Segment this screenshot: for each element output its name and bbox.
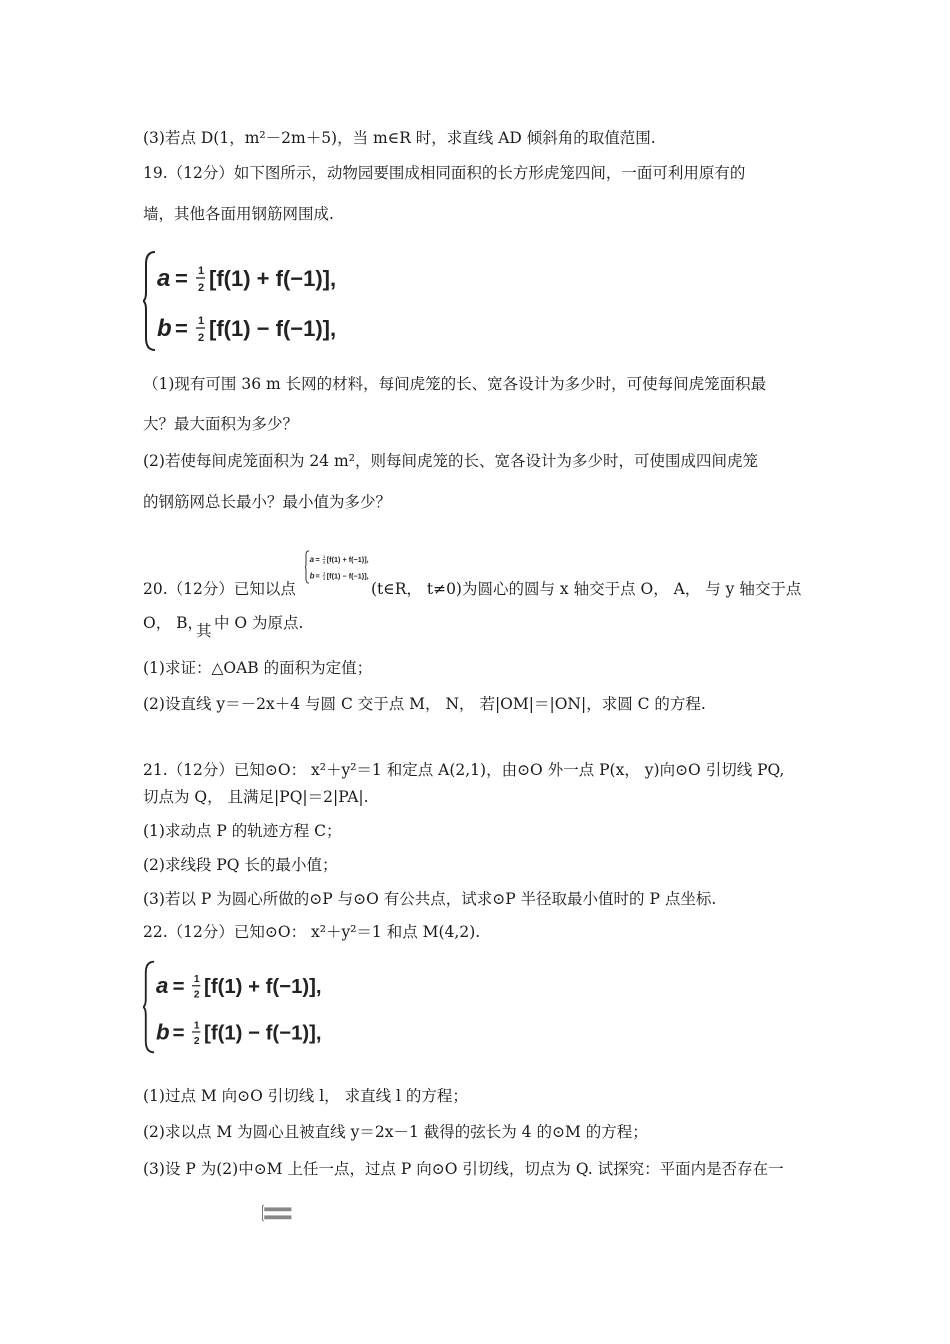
- svg-text:[f(1) − f(−1)],: [f(1) − f(−1)],: [326, 571, 369, 581]
- q20-stem-c-qi: 其: [196, 622, 212, 640]
- svg-text:1: 1: [323, 555, 326, 560]
- q19-part2: (2)若使每间虎笼面积为 24 m²，则每间虎笼的长、宽各设计为多少时，可使围成四间虎笼: [143, 452, 758, 470]
- q22-part1: (1)过点 M 向⊙O 引切线 l， 求直线 l 的方程；: [143, 1087, 468, 1105]
- formula-a-var: a: [157, 265, 171, 292]
- q20-part1: (1)求证：△OAB 的面积为定值；: [143, 659, 373, 677]
- svg-text:b: b: [309, 571, 315, 581]
- svg-text:1: 1: [198, 315, 205, 327]
- q22-part2: (2)求以点 M 为圆心且被直线 y＝2x－1 截得的弦长为 4 的⊙M 的方程；: [143, 1123, 648, 1141]
- formula-image-1: [143, 248, 343, 354]
- svg-text:[f(1) − f(−1)],: [f(1) − f(−1)],: [209, 316, 337, 341]
- q21-part1: (1)求动点 P 的轨迹方程 C；: [143, 822, 342, 840]
- q22-stem: 22.（12分）已知⊙O： x²＋y²＝1 和点 M(4,2).: [143, 923, 481, 941]
- svg-text:a: a: [309, 555, 315, 565]
- q20-stem-c: O， B，: [143, 614, 204, 632]
- svg-text:a: a: [155, 973, 169, 999]
- q18-part3: (3)若点 D(1，m²－2m＋5)，当 m∈R 时，求直线 AD 倾斜角的取值范围.: [143, 129, 656, 147]
- q20-part2: (2)设直线 y＝－2x＋4 与圆 C 交于点 M， N， 若|OM|＝|ON|，求圆 C 的方程.: [143, 695, 706, 713]
- svg-text:=: =: [175, 316, 188, 341]
- svg-text:[f(1) + f(−1)],: [f(1) + f(−1)],: [326, 555, 369, 565]
- formula-image-2: [143, 957, 328, 1057]
- formula-b-var: b: [157, 315, 172, 342]
- svg-text:2: 2: [198, 282, 205, 294]
- svg-text:b: b: [155, 1019, 170, 1045]
- svg-text:1: 1: [193, 974, 200, 986]
- svg-text:=: =: [315, 555, 320, 565]
- svg-text:=: =: [175, 266, 188, 291]
- svg-text:2: 2: [193, 1036, 200, 1047]
- svg-text:[f(1) + f(−1)],: [f(1) + f(−1)],: [209, 266, 337, 291]
- q21-part3: (3)若以 P 为圆心所做的⊙P 与⊙O 有公共点，试求⊙P 半径取最小值时的 P 点坐标.: [143, 890, 717, 908]
- q21-stem-cont: 切点为 Q， 且满足|PQ|＝2|PA|.: [143, 788, 369, 806]
- q21-stem: 21.（12分）已知⊙O： x²＋y²＝1 和定点 A(2,1)，由⊙O 外一点 P(x， y)向⊙O 引切线 PQ,: [143, 761, 785, 779]
- q19-stem-cont: 墙，其他各面用钢筋网围成.: [143, 205, 334, 223]
- svg-text:2: 2: [193, 989, 200, 1001]
- svg-text:[f(1) + f(−1)],: [f(1) + f(−1)],: [204, 976, 322, 999]
- q20-stem-a: 20.（12分）已知以点: [143, 580, 296, 598]
- svg-text:=: =: [172, 1022, 185, 1045]
- formula-image-tiny: [262, 1200, 294, 1226]
- q21-part2: (2)求线段 PQ 长的最小值；: [143, 856, 338, 874]
- q20-stem-c-rest: 中 O 为原点.: [214, 614, 304, 632]
- svg-text:1: 1: [198, 265, 205, 277]
- q20-stem-b: (t∈R， t≠0)为圆心的圆与 x 轴交于点 O， A， 与 y 轴交于点: [371, 580, 802, 598]
- formula-image-small-inline: [305, 547, 371, 587]
- svg-text:1: 1: [193, 1020, 200, 1032]
- q19-part2-cont: 的钢筋网总长最小？最小值为多少？: [143, 493, 392, 511]
- q19-stem: 19.（12分）如下图所示，动物园要围成相同面积的长方形虎笼四间，一面可利用原有的: [143, 164, 746, 182]
- q19-part1: （1)现有可围 36 m 长网的材料，每间虎笼的长、宽各设计为多少时，可使每间虎笼面积最: [143, 375, 767, 393]
- svg-text:=: =: [172, 976, 185, 999]
- svg-text:1: 1: [323, 571, 326, 576]
- q22-part3: (3)设 P 为(2)中⊙M 上任一点，过点 P 向⊙O 引切线，切点为 Q. 试探究：平面内是否存在一: [143, 1160, 784, 1178]
- q19-part1-cont: 大？最大面积为多少？: [143, 415, 299, 433]
- svg-text:[f(1) − f(−1)],: [f(1) − f(−1)],: [204, 1022, 322, 1045]
- svg-text:2: 2: [198, 332, 205, 344]
- svg-text:=: =: [315, 571, 320, 581]
- svg-text:2: 2: [323, 560, 326, 565]
- svg-text:2: 2: [323, 577, 326, 582]
